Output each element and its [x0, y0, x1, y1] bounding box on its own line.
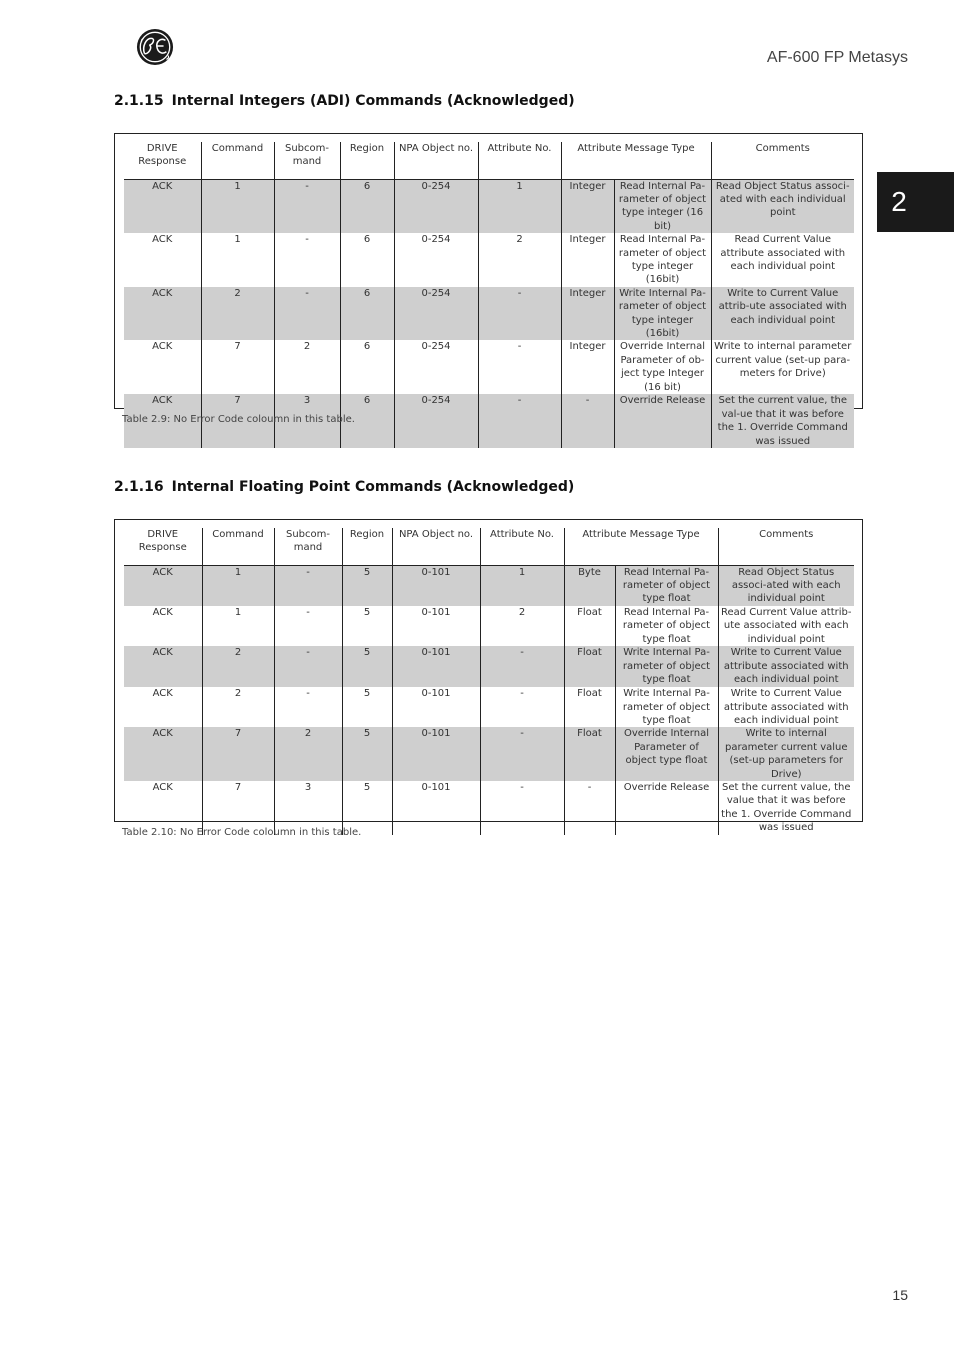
document-title: AF-600 FP Metasys: [766, 49, 908, 66]
cell-attribute-no: 1: [478, 179, 561, 233]
cell-response: ACK: [124, 179, 201, 233]
cell-npa-object: 0-101: [392, 727, 480, 781]
cell-subcommand: 2: [274, 727, 342, 781]
cell-attribute-no: -: [480, 646, 564, 687]
cell-command: 1: [202, 606, 274, 646]
ge-monogram-icon: [136, 28, 174, 66]
cell-comment: Read Object Status associ-ated with each individual point: [711, 179, 854, 233]
cell-subcommand: 3: [274, 394, 340, 448]
table-row: [124, 687, 854, 727]
col-region: Region: [342, 528, 392, 565]
table-row: [124, 606, 854, 646]
page-number: 15: [892, 1287, 908, 1303]
cell-message: Write Internal Pa-rameter of object type float: [615, 646, 718, 687]
cell-subcommand: -: [274, 287, 340, 341]
cell-data-type: Float: [564, 727, 615, 781]
cell-comment: Set the current value, the value that it was before the 1. Override Command was issued: [718, 781, 854, 835]
section-heading-2-1-16: [114, 479, 574, 495]
cell-response: ACK: [152, 341, 173, 353]
cell-comment: Read Current Value attribute associated with each individual point: [711, 233, 854, 287]
col-drive-response: DRIVE Response: [124, 142, 201, 179]
cell-message: Read Internal Pa-rameter of object type float: [615, 565, 718, 606]
cell-npa-object: 0-101: [392, 646, 480, 687]
section-title: Internal Integers (ADI) Commands (Acknowledged): [171, 93, 575, 109]
cell-response: ACK: [152, 234, 173, 246]
cell-command: 1: [201, 179, 274, 233]
col-attribute-no: Attribute No.: [478, 142, 561, 179]
cell-data-type: Float: [564, 606, 615, 646]
cell-command: 7: [201, 340, 274, 394]
cell-message: Override Internal Parameter of ob-ject type Integer (16 bit): [614, 340, 711, 394]
cell-command: 2: [202, 687, 274, 727]
table-row: [124, 565, 854, 606]
cell-npa-object: 0-101: [392, 781, 480, 835]
cell-comment: Write to internal parameter current value (set-up parameters for Drive): [718, 727, 854, 781]
section-title: Internal Floating Point Commands (Acknowledged): [171, 479, 575, 495]
cell-command: 2: [202, 646, 274, 687]
cell-message: Override Release: [615, 781, 718, 835]
cell-region: 5: [342, 727, 392, 781]
cell-region: 5: [342, 687, 392, 727]
col-subcommand: Subcom-mand: [274, 528, 342, 565]
cell-data-type: Byte: [564, 565, 615, 606]
cell-attribute-no: 1: [480, 565, 564, 606]
col-command: Command: [201, 142, 274, 179]
cell-command: 7: [202, 727, 274, 781]
cell-subcommand: -: [274, 606, 342, 646]
cell-data-type: Float: [564, 646, 615, 687]
cell-comment: Write to Current Value attribute associated with each individual point: [718, 687, 854, 727]
cell-command: 7: [202, 781, 274, 835]
cell-npa-object: 0-254: [394, 287, 478, 341]
cell-subcommand: 2: [274, 340, 340, 394]
table-row: [124, 727, 854, 781]
table-row: [124, 340, 854, 394]
table-row: [124, 646, 854, 687]
cell-npa-object: 0-254: [394, 340, 478, 394]
col-npa-object: NPA Object no.: [394, 142, 478, 179]
cell-region: 5: [342, 565, 392, 606]
table-float-commands: [124, 528, 854, 835]
cell-data-type: -: [561, 394, 614, 448]
cell-npa-object: 0-101: [392, 687, 480, 727]
cell-attribute-no: 2: [478, 233, 561, 287]
cell-subcommand: -: [274, 233, 340, 287]
cell-data-type: Integer: [561, 287, 614, 341]
cell-message: Write Internal Pa-rameter of object type integer (16bit): [614, 287, 711, 341]
cell-message: Override Release: [614, 394, 711, 448]
table-caption-2-10: Table 2.10: No Error Code coloumn in this table.: [122, 827, 362, 838]
cell-message: Read Internal Pa-rameter of object type float: [615, 606, 718, 646]
cell-npa-object: 0-101: [392, 606, 480, 646]
cell-attribute-no: -: [478, 287, 561, 341]
cell-command: 1: [201, 233, 274, 287]
col-drive-response: DRIVE Response: [124, 528, 202, 565]
col-comments: Comments: [718, 528, 854, 565]
cell-region: 6: [340, 287, 394, 341]
section-number: 2.1.15: [114, 93, 164, 109]
cell-npa-object: 0-101: [392, 565, 480, 606]
cell-subcommand: -: [274, 646, 342, 687]
cell-data-type: Integer: [561, 340, 614, 394]
cell-command: 1: [202, 565, 274, 606]
table-caption-2-9: Table 2.9: No Error Code coloumn in this table.: [122, 414, 355, 425]
cell-command: 7: [201, 394, 274, 448]
cell-region: 6: [340, 340, 394, 394]
table-row: [124, 233, 854, 287]
section-number: 2.1.16: [114, 479, 164, 495]
cell-region: 5: [342, 781, 392, 835]
cell-subcommand: 3: [274, 781, 342, 835]
cell-response: ACK: [124, 646, 202, 687]
cell-region: 5: [342, 646, 392, 687]
cell-subcommand: -: [274, 565, 342, 606]
cell-response: ACK: [152, 688, 173, 700]
section-heading-2-1-15: [114, 93, 575, 109]
cell-response: ACK: [124, 287, 201, 341]
cell-attribute-no: -: [478, 394, 561, 448]
col-attribute-no: Attribute No.: [480, 528, 564, 565]
cell-region: 6: [340, 233, 394, 287]
chapter-tab: 2: [877, 172, 954, 232]
header-row: [124, 528, 854, 565]
cell-attribute-no: -: [480, 781, 564, 835]
col-command: Command: [202, 528, 274, 565]
cell-comment: Write to internal parameter current value (set-up para-meters for Drive): [711, 340, 854, 394]
cell-npa-object: 0-254: [394, 394, 478, 448]
cell-message: Write Internal Pa-rameter of object type float: [615, 687, 718, 727]
cell-region: 5: [342, 606, 392, 646]
cell-comment: Set the current value, the val-ue that it was before the 1. Override Command was issued: [711, 394, 854, 448]
cell-data-type: -: [564, 781, 615, 835]
cell-comment: Read Current Value attrib-ute associated with each individual point: [718, 606, 854, 646]
cell-subcommand: -: [274, 687, 342, 727]
cell-subcommand: -: [274, 179, 340, 233]
cell-attribute-no: -: [478, 340, 561, 394]
cell-message: Read Internal Pa-rameter of object type integer (16 bit): [614, 179, 711, 233]
col-comments: Comments: [711, 142, 854, 179]
cell-message: Read Internal Pa-rameter of object type integer (16bit): [614, 233, 711, 287]
cell-response: ACK: [152, 607, 173, 618]
cell-response: ACK: [152, 782, 173, 794]
cell-data-type: Integer: [561, 233, 614, 287]
cell-region: 6: [340, 179, 394, 233]
col-attribute-message-type: Attribute Message Type: [561, 142, 711, 179]
col-npa-object: NPA Object no.: [392, 528, 480, 565]
cell-attribute-no: 2: [480, 606, 564, 646]
table-row: [124, 287, 854, 341]
col-subcommand: Subcom-mand: [274, 142, 340, 179]
cell-attribute-no: -: [480, 727, 564, 781]
cell-command: 2: [201, 287, 274, 341]
cell-response: ACK: [124, 394, 201, 448]
header-row: [124, 142, 854, 179]
cell-comment: Write to Current Value attrib-ute associated with each individual point: [711, 287, 854, 341]
cell-response: ACK: [124, 565, 202, 606]
cell-response: ACK: [124, 727, 202, 781]
table-integer-commands: [124, 142, 854, 448]
cell-message: Override Internal Parameter of object type float: [615, 727, 718, 781]
col-attribute-message-type: Attribute Message Type: [564, 528, 718, 565]
cell-attribute-no: -: [480, 687, 564, 727]
col-region: Region: [340, 142, 394, 179]
cell-region: 6: [340, 394, 394, 448]
cell-comment: Read Object Status associ-ated with each individual point: [718, 565, 854, 606]
cell-npa-object: 0-254: [394, 233, 478, 287]
cell-npa-object: 0-254: [394, 179, 478, 233]
cell-comment: Write to Current Value attribute associated with each individual point: [718, 646, 854, 687]
cell-data-type: Integer: [561, 179, 614, 233]
table-row: [124, 179, 854, 233]
cell-data-type: Float: [564, 687, 615, 727]
